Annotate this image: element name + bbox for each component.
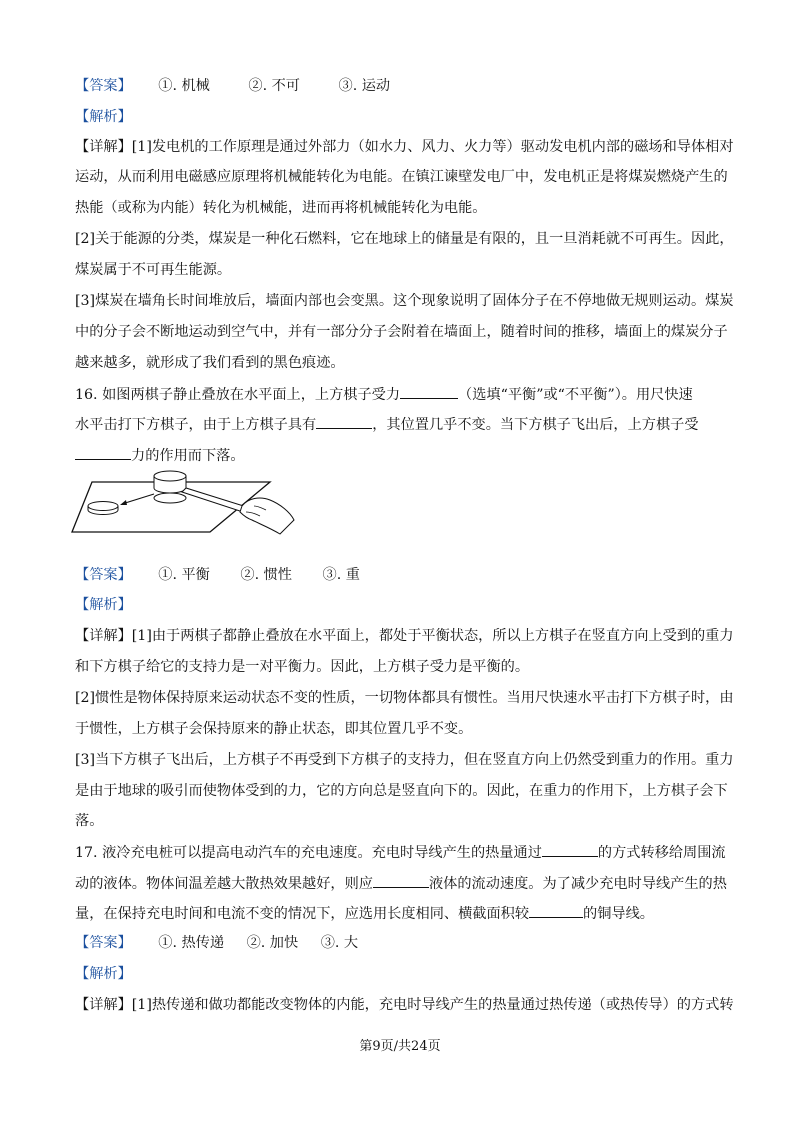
q15-answer-tag: 【答案】 xyxy=(75,78,132,94)
q15-answer-1: ①. 机械 xyxy=(158,78,210,94)
q16-answer-1: ①. 平衡 xyxy=(158,567,210,583)
q15-answer-row xyxy=(75,76,730,96)
q16-detail-line-1 xyxy=(75,626,734,646)
q16-detail-line-5: [3]当下方棋子飞出后，上方棋子不再受到下方棋子的支持力，但在竖直方向上仍然受到重力的作用。重力 xyxy=(75,752,734,768)
q17-stem-line-3 xyxy=(75,903,730,924)
q17-blank-2 xyxy=(373,873,429,888)
page-number: 第9页/共24页 xyxy=(359,1039,441,1054)
q16-answer-2: ②. 惯性 xyxy=(240,567,292,583)
q17-blank-1 xyxy=(542,842,598,857)
q15-detail-line-3: 热能（或称为内能）转化为机械能，进而再将机械能转化为电能。 xyxy=(75,200,487,216)
q17-stem-text-3b: 的铜导线。 xyxy=(583,906,654,922)
q16-blank-1 xyxy=(400,384,458,399)
q16-stem-line-1 xyxy=(75,384,730,405)
q15-detail-line-8: 越来越多，就形成了我们看到的黑色痕迹。 xyxy=(75,355,345,371)
q17-answer-2: ②. 加快 xyxy=(246,935,299,951)
q16-blank-3 xyxy=(75,445,131,460)
q17-stem-text-2a: 动的液体。物体间温差越大散热效果越好，则应 xyxy=(75,876,373,892)
q16-detail-tag: 【详解】 xyxy=(75,628,132,644)
q15-detail-tag: 【详解】 xyxy=(75,139,132,155)
q17-blank-3 xyxy=(529,903,583,918)
q16-detail-text-1: [1]由于两棋子都静止叠放在水平面上，都处于平衡状态，所以上方棋子在竖直方向上受到的重力 xyxy=(131,628,734,644)
q16-stem-line-2 xyxy=(75,414,730,435)
q15-detail-line-4: [2]关于能源的分类，煤炭是一种化石燃料，它在地球上的储量是有限的，且一旦消耗就不可再生。因此， xyxy=(75,231,734,247)
q15-answer-3: ③. 运动 xyxy=(338,78,391,94)
q16-detail-line-6: 是由于地球的吸引而使物体受到的力，它的方向总是竖直向下的。因此，在重力的作用下，上方棋子会下 xyxy=(75,783,728,799)
q17-stem-line-2 xyxy=(75,873,730,894)
q16-stem-text-2a: 水平击打下方棋子，由于上方棋子具有 xyxy=(75,417,317,433)
q17-stem-text-1a: 17. 液冷充电桩可以提高电动汽车的充电速度。充电时导线产生的热量通过 xyxy=(75,845,542,861)
q16-detail-line-7: 落。 xyxy=(75,813,104,829)
q16-stem-text-2b: ，其位置几乎不变。当下方棋子飞出后，上方棋子受 xyxy=(372,417,699,433)
q15-answer-2: ②. 不可 xyxy=(248,78,300,94)
q16-blank-2 xyxy=(316,414,372,429)
q16-detail-line-2: 和下方棋子给它的支持力是一对平衡力。因此，上方棋子受力是平衡的。 xyxy=(75,659,530,675)
q15-detail-line-1 xyxy=(75,137,734,157)
q16-stem-text-1a: 16. 如图两棋子静止叠放在水平面上，上方棋子受力 xyxy=(75,387,401,403)
q17-stem-text-1b: 的方式转移给周围流 xyxy=(597,845,726,861)
q17-answer-3: ③. 大 xyxy=(320,935,359,951)
q16-detail-line-4: 于惯性，上方棋子会保持原来的静止状态，即其位置几乎不变。 xyxy=(75,721,473,737)
q15-detail-line-2: 运动，从而利用电磁感应原理将机械能转化为电能。在镇江谏壁发电厂中，发电机正是将煤炭燃烧产生的 xyxy=(75,169,728,185)
q16-stem-text-1b: （选填“平衡”或“不平衡”）。用尺快速 xyxy=(458,387,693,403)
q17-stem-text-2b: 液体的流动速度。为了减少充电时导线产生的热 xyxy=(428,876,727,892)
q15-detail-line-7: 中的分子会不断地运动到空气中，并有一部分分子会附着在墙面上，随着时间的推移，墙面上的煤炭分子 xyxy=(75,324,728,340)
q17-answer-1: ①. 热传递 xyxy=(158,935,225,951)
q16-detail-line-3: [2]惯性是物体保持原来运动状态不变的性质，一切物体都具有惯性。当用尺快速水平击打下方棋子时，由 xyxy=(75,690,734,706)
q17-answer-row xyxy=(75,933,730,953)
q17-detail-tag: 【详解】 xyxy=(75,997,132,1013)
lower-checker xyxy=(154,493,186,503)
q16-answer-tag: 【答案】 xyxy=(75,567,132,583)
q17-detail-text-1: [1]热传递和做功都能改变物体的内能，充电时导线产生的热量通过热传递（或热传导）的方式转 xyxy=(131,997,734,1013)
hand-icon xyxy=(240,498,294,534)
q16-answer-row xyxy=(75,565,730,585)
q16-figure xyxy=(70,462,300,542)
q16-stem-text-3b: 力的作用而下落。 xyxy=(131,448,245,464)
q15-detail-line-5: 煤炭属于不可再生能源。 xyxy=(75,262,232,278)
q15-detail-text-1: [1]发电机的工作原理是通过外部力（如水力、风力、火力等）驱动发电机内部的磁场和导体相对 xyxy=(131,139,734,155)
q15-detail-line-6: [3]煤炭在墙角长时间堆放后，墙面内部也会变黑。这个现象说明了固体分子在不停地做无规则运动。煤炭 xyxy=(75,293,734,309)
q17-analysis-tag: 【解析】 xyxy=(75,966,132,982)
q16-answer-3: ③. 重 xyxy=(322,567,360,583)
q17-stem-line-1 xyxy=(75,842,730,863)
q17-answer-tag: 【答案】 xyxy=(75,935,132,951)
q15-analysis-tag: 【解析】 xyxy=(75,109,132,125)
q17-stem-text-3a: 量，在保持充电时间和电流不变的情况下，应选用长度相同、横截面积较 xyxy=(75,906,530,922)
q17-detail-line-1 xyxy=(75,995,734,1015)
q16-analysis-tag: 【解析】 xyxy=(75,597,132,613)
